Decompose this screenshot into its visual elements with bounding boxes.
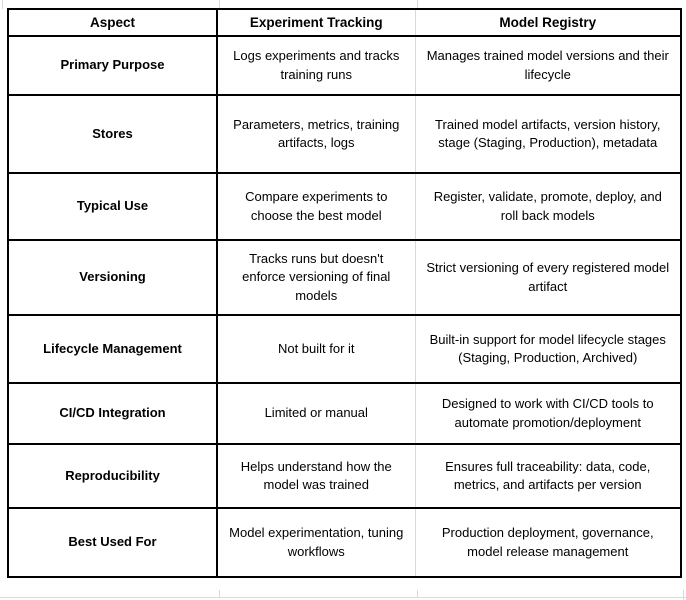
cell-model-registry: Register, validate, promote, deploy, and roll back models bbox=[415, 173, 681, 240]
cell-aspect: Reproducibility bbox=[8, 444, 217, 508]
gridline-bottom-right-tick bbox=[683, 590, 684, 600]
table-row bbox=[8, 383, 681, 444]
cell-experiment-tracking: Model experimentation, tuning workflows bbox=[217, 508, 415, 577]
table-row bbox=[8, 36, 681, 95]
cell-aspect: CI/CD Integration bbox=[8, 383, 217, 444]
header-cell-aspect: Aspect bbox=[8, 9, 217, 36]
table-header bbox=[8, 9, 681, 36]
table-row bbox=[8, 240, 681, 315]
cell-aspect: Stores bbox=[8, 95, 217, 173]
table-body bbox=[8, 36, 681, 577]
table-row bbox=[8, 95, 681, 173]
header-row bbox=[8, 9, 681, 36]
table-row bbox=[8, 508, 681, 577]
cell-aspect: Versioning bbox=[8, 240, 217, 315]
gridline-bottom-col2-tick bbox=[417, 590, 418, 598]
cell-experiment-tracking: Limited or manual bbox=[217, 383, 415, 444]
cell-aspect: Lifecycle Management bbox=[8, 315, 217, 383]
cell-aspect: Best Used For bbox=[8, 508, 217, 577]
cell-model-registry: Ensures full traceability: data, code, metrics, and artifacts per version bbox=[415, 444, 681, 508]
cell-experiment-tracking: Not built for it bbox=[217, 315, 415, 383]
table-row bbox=[8, 173, 681, 240]
cell-aspect: Typical Use bbox=[8, 173, 217, 240]
gridline-bottom-col1-tick bbox=[219, 590, 220, 598]
cell-experiment-tracking: Helps understand how the model was trained bbox=[217, 444, 415, 508]
cell-experiment-tracking: Logs experiments and tracks training runs bbox=[217, 36, 415, 95]
comparison-table bbox=[7, 8, 682, 578]
header-cell-experiment-tracking: Experiment Tracking bbox=[217, 9, 415, 36]
cell-model-registry: Strict versioning of every registered model artifact bbox=[415, 240, 681, 315]
cell-experiment-tracking: Parameters, metrics, training artifacts, logs bbox=[217, 95, 415, 173]
cell-experiment-tracking: Compare experiments to choose the best model bbox=[217, 173, 415, 240]
cell-model-registry: Production deployment, governance, model release management bbox=[415, 508, 681, 577]
table-row bbox=[8, 315, 681, 383]
cell-experiment-tracking: Tracks runs but doesn't enforce versioning of final models bbox=[217, 240, 415, 315]
table-row bbox=[8, 444, 681, 508]
gridline-bottom-horizontal bbox=[0, 597, 686, 598]
cell-aspect: Primary Purpose bbox=[8, 36, 217, 95]
cell-model-registry: Trained model artifacts, version history, stage (Staging, Production), metadata bbox=[415, 95, 681, 173]
header-cell-model-registry: Model Registry bbox=[415, 9, 681, 36]
cell-model-registry: Built-in support for model lifecycle stages (Staging, Production, Archived) bbox=[415, 315, 681, 383]
gridline-top-left-tick bbox=[2, 0, 3, 9]
cell-model-registry: Designed to work with CI/CD tools to automate promotion/deployment bbox=[415, 383, 681, 444]
cell-model-registry: Manages trained model versions and their lifecycle bbox=[415, 36, 681, 95]
